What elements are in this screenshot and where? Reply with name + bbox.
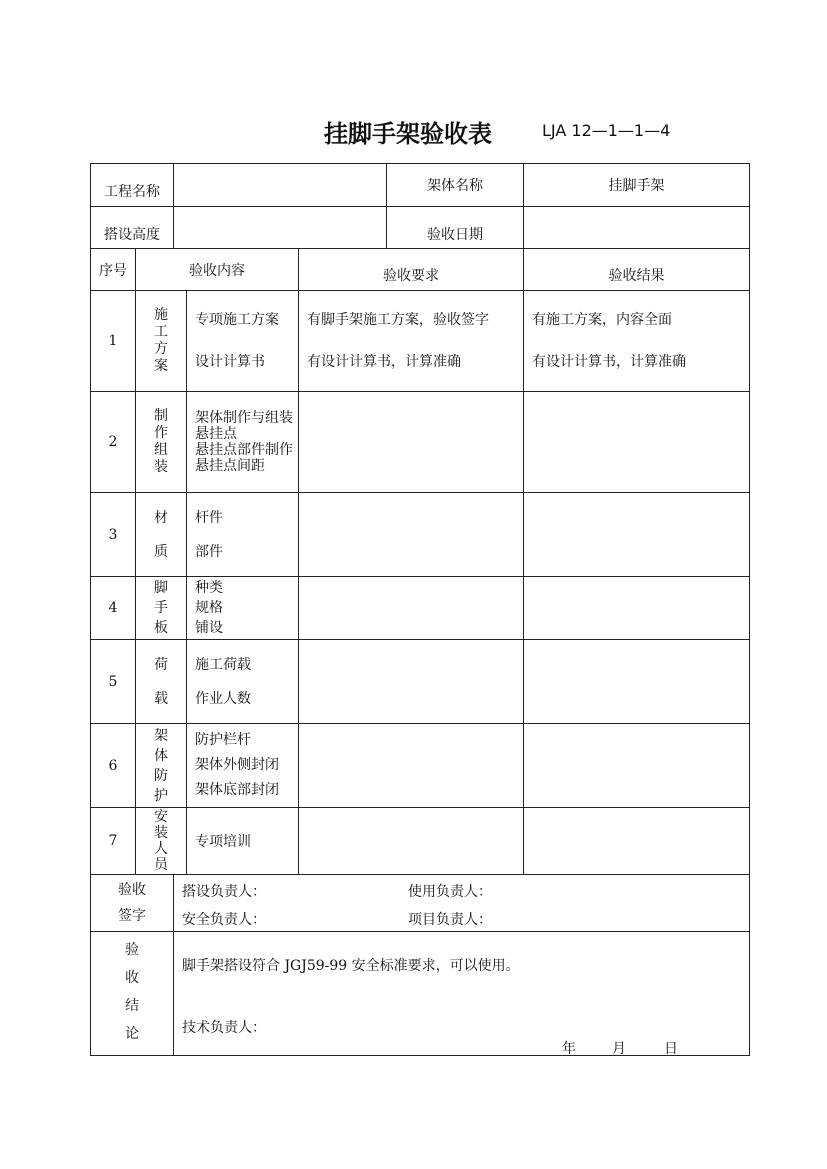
row-category: 材 质 [136,493,187,577]
frame-name-label: 架体名称 [387,164,524,207]
project-name-label: 工程名称 [91,164,174,207]
height-field[interactable] [174,207,387,249]
conclusion-row [91,932,750,1056]
row-items: 杆件 部件 [187,493,299,577]
signature-fields [174,875,750,932]
row-number: 3 [91,493,136,577]
row-number: 1 [91,291,136,392]
row-category: 荷 载 [136,640,187,724]
row-results[interactable] [524,808,750,875]
date-day: 日 [664,1041,678,1056]
row-items: 专项施工方案 设计计算书 [187,291,299,392]
row-results[interactable] [524,640,750,724]
col-content-header: 验收内容 [136,249,299,291]
row-requirements[interactable] [299,392,524,493]
table-row [91,577,750,640]
conclusion-body [174,932,750,1056]
project-name-field[interactable] [174,164,387,207]
use-lead-field[interactable]: 使用负责人： [408,884,492,900]
row-number: 5 [91,640,136,724]
row-number: 6 [91,724,136,808]
row-results[interactable] [524,392,750,493]
row-items: 种类 规格 铺设 [187,577,299,640]
conclusion-label: 验 收 结 论 [91,932,174,1056]
row-requirements[interactable]: 有脚手架施工方案，验收签字 有设计计算书，计算准确 [299,291,524,392]
header-row-height [91,207,750,249]
conclusion-text[interactable]: 脚手架搭设符合 JGJ59-99 安全标准要求，可以使用。 [182,958,520,974]
date-label: 验收日期 [387,207,524,249]
col-result-header: 验收结果 [524,249,750,291]
acceptance-table [90,163,750,1056]
height-label: 搭设高度 [91,207,174,249]
table-row [91,392,750,493]
project-lead-field[interactable]: 项目负责人： [408,912,492,928]
row-items: 专项培训 [187,808,299,875]
row-number: 4 [91,577,136,640]
row-results[interactable] [524,577,750,640]
row-category: 施 工 方 案 [136,291,187,392]
row-items: 防护栏杆 架体外侧封闭 架体底部封闭 [187,724,299,808]
header-row-project [91,164,750,207]
row-requirements[interactable] [299,724,524,808]
row-category: 制 作 组 装 [136,392,187,493]
safety-lead-field[interactable]: 安全负责人： [182,912,266,928]
row-number: 7 [91,808,136,875]
row-results[interactable] [524,493,750,577]
row-requirements[interactable] [299,493,524,577]
erect-lead-field[interactable]: 搭设负责人： [182,884,266,900]
row-results[interactable]: 有施工方案，内容全面 有设计计算书，计算准确 [524,291,750,392]
tech-lead-field[interactable]: 技术负责人： [182,1020,266,1036]
row-category: 脚 手 板 [136,577,187,640]
row-requirements[interactable] [299,808,524,875]
col-requirement-header: 验收要求 [299,249,524,291]
form-title: 挂脚手架验收表 [324,120,492,148]
row-results[interactable] [524,724,750,808]
signature-row [91,875,750,932]
table-row [91,493,750,577]
signature-label: 验收 签字 [91,875,174,932]
row-number: 2 [91,392,136,493]
frame-name-value[interactable]: 挂脚手架 [524,164,750,207]
table-row [91,724,750,808]
row-category: 架 体 防 护 [136,724,187,808]
row-items: 施工荷载 作业人数 [187,640,299,724]
table-row [91,291,750,392]
col-no-header: 序号 [91,249,136,291]
date-year: 年 [562,1041,576,1056]
row-items: 架体制作与组装 悬挂点 悬挂点部件制作 悬挂点间距 [187,392,299,493]
date-field[interactable] [524,207,750,249]
column-header-row [91,249,750,291]
table-row [91,640,750,724]
row-requirements[interactable] [299,640,524,724]
table-row [91,808,750,875]
row-requirements[interactable] [299,577,524,640]
form-code: LJA 12—1—1—4 [542,121,671,140]
date-month: 月 [612,1041,626,1056]
row-category: 安 装 人 员 [136,808,187,875]
